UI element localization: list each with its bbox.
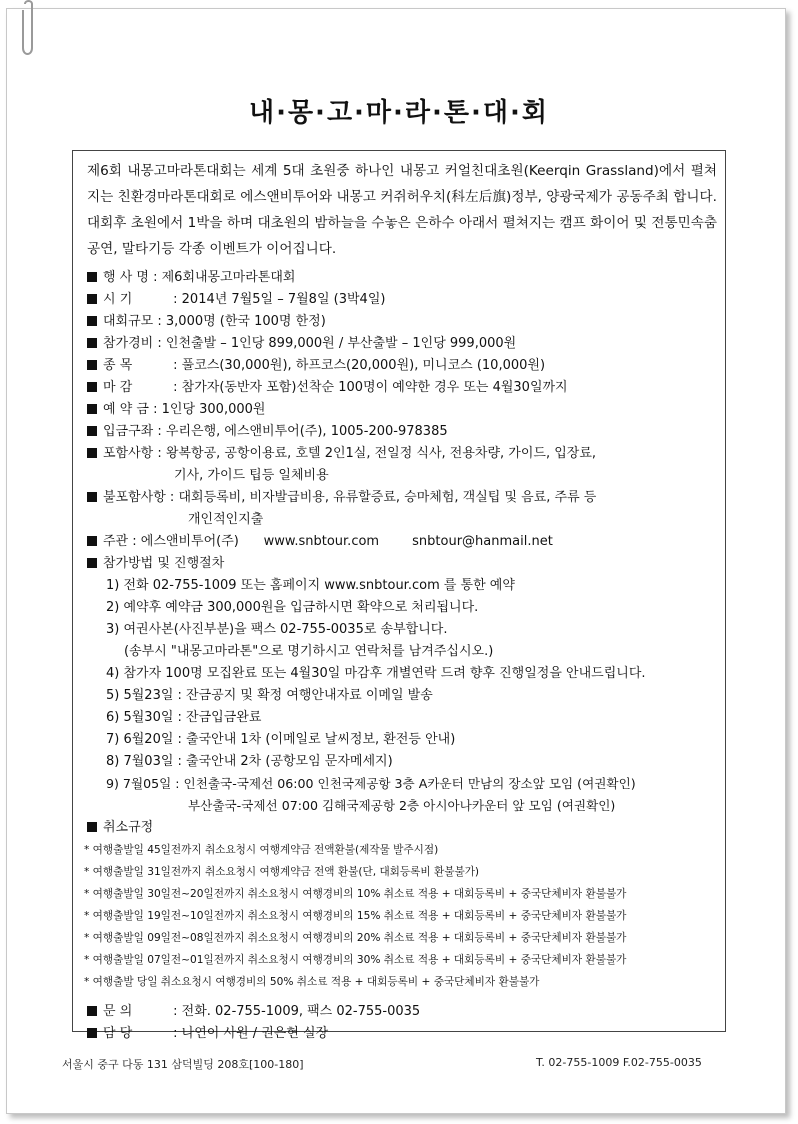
procedure-step: 1) 전화 02-755-1009 또는 홈페이지 www.snbtour.com 를 통한 예약	[106, 578, 515, 593]
procedure-step: 8) 7월03일 : 출국안내 2차 (공항모임 문자메세지)	[106, 754, 393, 769]
info-value: 인천출발 – 1인당 899,000원 / 부산출발 – 1인당 999,000원	[165, 336, 517, 351]
procedure-step: 7) 6월20일 : 출국안내 1차 (이메일로 날씨정보, 환전등 안내)	[106, 732, 456, 747]
cancel-heading	[87, 818, 153, 837]
info-value: 3,000명 (한국 100명 한정)	[165, 314, 326, 329]
info-row: 종 목 : 풀코스(30,000원), 하프코스(20,000원), 미니코스 (10,000원)	[87, 356, 545, 375]
footer-phone: T. 02-755-1009 F.02-755-0035	[536, 1056, 702, 1069]
cancel-title: 취소규정	[103, 820, 154, 835]
footer-address: 서울시 중구 다동 131 삼덕빌딩 208호[100-180]	[62, 1058, 304, 1071]
info-value: 우리은행, 에스앤비투어(주), 1005-200-978385	[165, 424, 448, 439]
info-row: 불포함사항 : 대회등록비, 비자발급비용, 유류할증료, 승마체험, 객실팁 및 음료, 주류 등	[87, 488, 596, 507]
info-label: 마 감	[103, 380, 133, 395]
procedure-step: 2) 예약후 예약금 300,000원을 입금하시면 확약으로 처리됩니다.	[106, 600, 479, 615]
info-continuation: 기사, 가이드 팁등 일체비용	[174, 468, 329, 483]
square-bullet-icon	[87, 536, 97, 546]
organizer-name: 에스앤비투어(주)	[140, 534, 239, 549]
info-value: 풀코스(30,000원), 하프코스(20,000원), 미니코스 (10,000원)	[181, 358, 546, 373]
info-value: 참가자(동반자 포함)선착순 100명이 예약한 경우 또는 4월30일까지	[181, 380, 568, 395]
intro-paragraph: 제6회 내몽고마라톤대회는 세계 5대 초원중 하나인 내몽고 커얼친대초원(Keerqin Grassland)에서 펼쳐지는 친환경마라톤대회로 에스앤비투어와 내몽고 커쥐허우치(科左后旗)정부, 양광국제가 공동주최 합니다. 대회후 초원에서 1박을 하며 대초원의 밤하늘을 수놓은 은하수 아래서 펼쳐지는 캠프 화이어 및 전통민속춤 공연, 말타기등 각종 이벤트가 이어집니다.	[87, 163, 717, 257]
procedure-step: 5) 5월23일 : 잔금공지 및 확정 여행안내자료 이메일 발송	[106, 688, 433, 703]
cancel-rule: * 여행출발일 19일전~10일전까지 취소요청시 여행경비의 15% 취소료 적용 + 대회등록비 + 중국단체비자 환불불가	[84, 910, 627, 922]
info-value: 제6회내몽고마라톤대회	[161, 270, 296, 285]
cancel-rule: * 여행출발일 09일전~08일전까지 취소요청시 여행경비의 20% 취소료 적용 + 대회등록비 + 중국단체비자 환불불가	[84, 932, 627, 944]
info-row: 대회규모 : 3,000명 (한국 100명 한정)	[87, 312, 326, 331]
square-bullet-icon	[87, 1006, 97, 1016]
contact-label: 담 당	[103, 1026, 133, 1041]
procedure-step: 4) 참가자 100명 모집완료 또는 4월30일 마감후 개별연락 드려 향후 진행일정을 안내드립니다.	[106, 666, 646, 681]
square-bullet-icon	[87, 492, 97, 502]
cancel-rule: * 여행출발일 45일전까지 취소요청시 여행계약금 전액환불(제작물 발주시점)	[84, 844, 439, 856]
info-row: 참가경비 : 인천출발 – 1인당 899,000원 / 부산출발 – 1인당 999,000원	[87, 334, 516, 353]
square-bullet-icon	[87, 1028, 97, 1038]
square-bullet-icon	[87, 558, 97, 568]
info-row: 행 사 명 : 제6회내몽고마라톤대회	[87, 268, 295, 287]
info-label: 시 기	[103, 292, 133, 307]
square-bullet-icon	[87, 822, 97, 832]
square-bullet-icon	[87, 316, 97, 326]
square-bullet-icon	[87, 382, 97, 392]
info-label: 예 약 금	[103, 402, 149, 417]
organizer-email-link[interactable]: snbtour@hanmail.net	[412, 534, 553, 549]
cancel-rule: * 여행출발일 07일전~01일전까지 취소요청시 여행경비의 30% 취소료 적용 + 대회등록비 + 중국단체비자 환불불가	[84, 954, 627, 966]
cancel-rule: * 여행출발 당일 취소요청시 여행경비의 50% 취소료 적용 + 대회등록비 + 중국단체비자 환불불가	[84, 976, 540, 988]
inquiry-label: 문 의	[103, 1004, 133, 1019]
info-label: 대회규모	[103, 314, 154, 329]
procedure-title: 참가방법 및 진행절차	[103, 556, 225, 571]
info-label: 입금구좌	[103, 424, 154, 439]
procedure-step: 3) 여권사본(사진부분)을 팩스 02-755-0035로 송부합니다.	[106, 622, 448, 637]
organizer-label: 주관	[103, 534, 129, 549]
info-label: 종 목	[103, 358, 133, 373]
square-bullet-icon	[87, 448, 97, 458]
info-label: 불포함사항	[103, 490, 166, 505]
contact-value: 나연이 사원 / 권은현 실장	[181, 1026, 329, 1041]
info-value: 1인당 300,000원	[161, 402, 266, 417]
info-label: 포함사항	[103, 446, 154, 461]
info-label: 행 사 명	[103, 270, 149, 285]
square-bullet-icon	[87, 272, 97, 282]
paper-clip-icon	[20, 0, 36, 60]
cancel-rule: * 여행출발일 30일전~20일전까지 취소요청시 여행경비의 10% 취소료 적용 + 대회등록비 + 중국단체비자 환불불가	[84, 888, 627, 900]
info-value: 왕복항공, 공항이용료, 호텔 2인1실, 전일정 식사, 전용차량, 가이드, 입장료,	[165, 446, 597, 461]
cancel-rule: * 여행출발일 31일전까지 취소요청시 여행계약금 전액 환불(단, 대회등록비 환불불가)	[84, 866, 480, 878]
procedure-step-cont: 부산출국-국제선 07:00 김해국제공항 2층 아시아나카운터 앞 모임 (여권확인)	[188, 798, 616, 813]
square-bullet-icon	[87, 426, 97, 436]
info-label: 참가경비	[103, 336, 154, 351]
info-row: 마 감 : 참가자(동반자 포함)선착순 100명이 예약한 경우 또는 4월30일까지	[87, 378, 568, 397]
page-title: 내·몽·고·마·라·톤·대·회	[248, 98, 550, 128]
procedure-heading	[87, 554, 224, 573]
info-continuation: 개인적인지출	[188, 512, 264, 527]
square-bullet-icon	[87, 294, 97, 304]
procedure-step: 6) 5월30일 : 잔금입금완료	[106, 710, 262, 725]
procedure-step: 9) 7월05일 : 인천출국-국제선 06:00 인천국제공항 3층 A카운터 만남의 장소앞 모임 (여권확인)	[106, 776, 636, 791]
info-row: 시 기 : 2014년 7월5일 – 7월8일 (3박4일)	[87, 290, 385, 309]
inquiry-value: 전화. 02-755-1009, 팩스 02-755-0035	[181, 1004, 421, 1019]
square-bullet-icon	[87, 404, 97, 414]
square-bullet-icon	[87, 360, 97, 370]
square-bullet-icon	[87, 338, 97, 348]
info-value: 대회등록비, 비자발급비용, 유류할증료, 승마체험, 객실팁 및 음료, 주류 등	[178, 490, 597, 505]
organizer-website-link[interactable]: www.snbtour.com	[263, 534, 380, 549]
procedure-step-note: (송부시 "내몽고마라톤"으로 명기하시고 연락처를 남겨주십시오.)	[124, 644, 494, 659]
info-row: 포함사항 : 왕복항공, 공항이용료, 호텔 2인1실, 전일정 식사, 전용차량, 가이드, 입장료,	[87, 444, 596, 463]
organizer-row: 주관 : 에스앤비투어(주) www.snbtour.com snbtour@hanmail.net	[87, 532, 553, 551]
info-value: 2014년 7월5일 – 7월8일 (3박4일)	[181, 292, 386, 307]
info-row: 예 약 금 : 1인당 300,000원	[87, 400, 265, 419]
inquiry-row: 문 의 : 전화. 02-755-1009, 팩스 02-755-0035	[87, 1002, 420, 1021]
contact-row: 담 당 : 나연이 사원 / 권은현 실장	[87, 1024, 328, 1043]
info-row: 입금구좌 : 우리은행, 에스앤비투어(주), 1005-200-978385	[87, 422, 448, 441]
